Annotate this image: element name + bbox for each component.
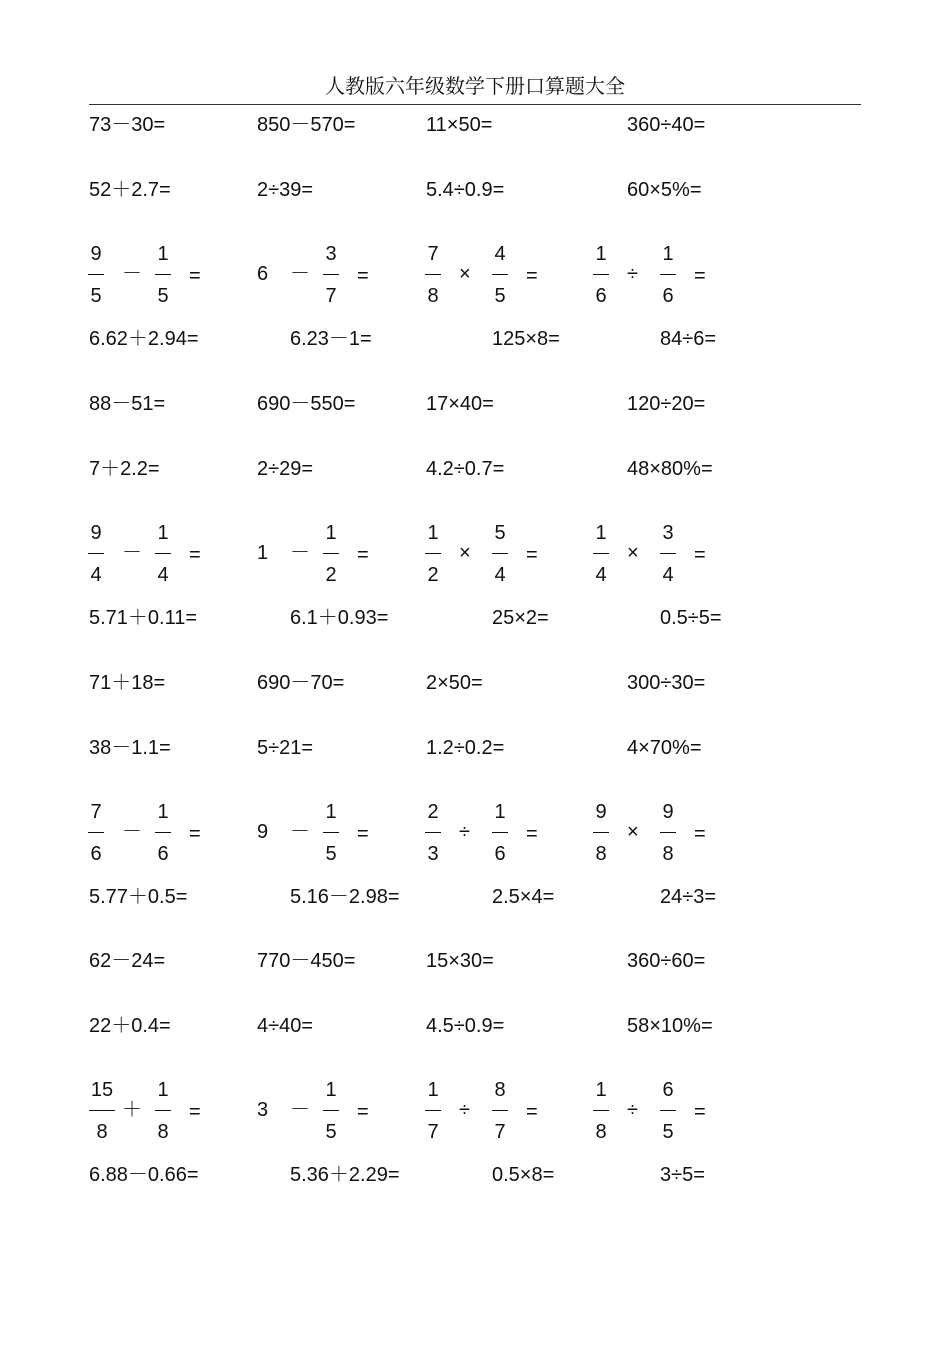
problem-item: 7＋2.2= bbox=[89, 458, 160, 480]
fraction bbox=[638, 521, 698, 587]
denominator: 5 bbox=[662, 1121, 674, 1143]
problem-item: 360÷40= bbox=[627, 114, 706, 136]
denominator: 4 bbox=[494, 564, 506, 586]
equals-sign: = bbox=[357, 544, 369, 566]
denominator: 8 bbox=[662, 843, 674, 865]
fraction bbox=[571, 521, 631, 587]
denominator: 8 bbox=[157, 1121, 169, 1143]
equals-sign: = bbox=[694, 265, 706, 287]
denominator: 6 bbox=[157, 843, 169, 865]
problem-item: 17×40= bbox=[426, 393, 494, 415]
fraction-bar bbox=[155, 832, 171, 833]
numerator: 1 bbox=[427, 522, 439, 544]
equals-sign: = bbox=[526, 823, 538, 845]
equals-sign: = bbox=[189, 1101, 201, 1123]
fraction-bar bbox=[323, 553, 339, 554]
problem-item: 6.62＋2.94= bbox=[89, 328, 199, 350]
problem-item: 5.36＋2.29= bbox=[290, 1164, 400, 1186]
denominator: 5 bbox=[494, 285, 506, 307]
numerator: 9 bbox=[595, 801, 607, 823]
numerator: 1 bbox=[325, 1079, 337, 1101]
problem-item: 88－51= bbox=[89, 393, 166, 415]
fraction bbox=[133, 800, 193, 866]
operator: － bbox=[290, 1099, 310, 1121]
fraction bbox=[133, 521, 193, 587]
numerator: 1 bbox=[157, 801, 169, 823]
numerator: 7 bbox=[427, 243, 439, 265]
fraction bbox=[403, 521, 463, 587]
problem-item: 4÷40= bbox=[257, 1015, 314, 1037]
equals-sign: = bbox=[526, 265, 538, 287]
problem-item: 5.71＋0.11= bbox=[89, 607, 198, 629]
problem-item: 0.5×8= bbox=[492, 1164, 555, 1186]
fraction bbox=[638, 1078, 698, 1144]
problem-item: 24÷3= bbox=[660, 886, 717, 908]
denominator: 4 bbox=[90, 564, 102, 586]
fraction-bar bbox=[492, 832, 508, 833]
fraction-bar bbox=[593, 553, 609, 554]
problem-item: 5.16－2.98= bbox=[290, 886, 400, 908]
numerator: 1 bbox=[325, 522, 337, 544]
problem-item: 48×80%= bbox=[627, 458, 713, 480]
fraction bbox=[133, 1078, 193, 1144]
operator: ÷ bbox=[459, 821, 470, 843]
problem-item: 6.23－1= bbox=[290, 328, 372, 350]
operator: × bbox=[627, 542, 639, 564]
problem-item: 690－70= bbox=[257, 672, 345, 694]
numerator: 1 bbox=[662, 243, 674, 265]
problem-item: 120÷20= bbox=[627, 393, 706, 415]
denominator: 6 bbox=[90, 843, 102, 865]
numerator: 15 bbox=[90, 1079, 114, 1101]
problem-item: 4×70%= bbox=[627, 737, 702, 759]
fraction-bar bbox=[660, 1110, 676, 1111]
numerator: 9 bbox=[90, 243, 102, 265]
problem-item: 11×50= bbox=[426, 114, 493, 136]
numerator: 1 bbox=[595, 1079, 607, 1101]
fraction bbox=[403, 242, 463, 308]
fraction bbox=[470, 242, 530, 308]
operator: － bbox=[122, 542, 142, 564]
operator: ÷ bbox=[627, 263, 638, 285]
problem-item: 300÷30= bbox=[627, 672, 706, 694]
denominator: 7 bbox=[427, 1121, 439, 1143]
equals-sign: = bbox=[526, 1101, 538, 1123]
fraction bbox=[571, 800, 631, 866]
equals-sign: = bbox=[189, 823, 201, 845]
fraction-bar bbox=[88, 832, 104, 833]
operator: × bbox=[459, 263, 471, 285]
whole-number: 6 bbox=[257, 263, 269, 285]
problem-item: 15×30= bbox=[426, 950, 494, 972]
denominator: 2 bbox=[325, 564, 337, 586]
numerator: 2 bbox=[427, 801, 439, 823]
fraction bbox=[301, 800, 361, 866]
equals-sign: = bbox=[694, 823, 706, 845]
problem-item: 5.77＋0.5= bbox=[89, 886, 188, 908]
fraction-bar bbox=[593, 1110, 609, 1111]
numerator: 1 bbox=[157, 522, 169, 544]
equals-sign: = bbox=[694, 544, 706, 566]
fraction-bar bbox=[425, 1110, 441, 1111]
problem-item: 6.1＋0.93= bbox=[290, 607, 389, 629]
fraction bbox=[301, 1078, 361, 1144]
fraction bbox=[66, 800, 126, 866]
problem-item: 52＋2.7= bbox=[89, 179, 171, 201]
numerator: 1 bbox=[595, 243, 607, 265]
denominator: 5 bbox=[90, 285, 102, 307]
problem-item: 25×2= bbox=[492, 607, 549, 629]
operator: ＋ bbox=[122, 1099, 142, 1121]
denominator: 7 bbox=[325, 285, 337, 307]
equals-sign: = bbox=[357, 265, 369, 287]
fraction-bar bbox=[155, 274, 171, 275]
whole-number: 1 bbox=[257, 542, 269, 564]
denominator: 7 bbox=[494, 1121, 506, 1143]
denominator: 4 bbox=[157, 564, 169, 586]
whole-number: 3 bbox=[257, 1099, 269, 1121]
problem-item: 62－24= bbox=[89, 950, 166, 972]
denominator: 2 bbox=[427, 564, 439, 586]
operator: － bbox=[290, 542, 310, 564]
fraction-bar bbox=[660, 553, 676, 554]
problem-item: 22＋0.4= bbox=[89, 1015, 171, 1037]
problem-item: 770－450= bbox=[257, 950, 356, 972]
problem-item: 4.5÷0.9= bbox=[426, 1015, 505, 1037]
numerator: 7 bbox=[90, 801, 102, 823]
numerator: 9 bbox=[662, 801, 674, 823]
denominator: 6 bbox=[662, 285, 674, 307]
problem-item: 2×50= bbox=[426, 672, 483, 694]
numerator: 1 bbox=[427, 1079, 439, 1101]
fraction bbox=[403, 1078, 463, 1144]
problem-item: 1.2÷0.2= bbox=[426, 737, 505, 759]
fraction-bar bbox=[425, 553, 441, 554]
problem-item: 125×8= bbox=[492, 328, 560, 350]
operator: － bbox=[290, 821, 310, 843]
fraction bbox=[301, 521, 361, 587]
fraction bbox=[301, 242, 361, 308]
page-title: 人教版六年级数学下册口算题大全 bbox=[325, 74, 625, 98]
fraction-bar bbox=[425, 832, 441, 833]
fraction-bar bbox=[323, 832, 339, 833]
operator: × bbox=[627, 821, 639, 843]
operator: ÷ bbox=[627, 1099, 638, 1121]
numerator: 1 bbox=[494, 801, 506, 823]
numerator: 9 bbox=[90, 522, 102, 544]
equals-sign: = bbox=[357, 1101, 369, 1123]
problem-item: 5÷21= bbox=[257, 737, 314, 759]
problem-item: 3÷5= bbox=[660, 1164, 705, 1186]
fraction bbox=[133, 242, 193, 308]
problem-item: 690－550= bbox=[257, 393, 356, 415]
fraction bbox=[403, 800, 463, 866]
problem-item: 58×10%= bbox=[627, 1015, 713, 1037]
denominator: 5 bbox=[325, 843, 337, 865]
fraction-bar bbox=[593, 832, 609, 833]
fraction-bar bbox=[155, 553, 171, 554]
denominator: 3 bbox=[427, 843, 439, 865]
problem-item: 84÷6= bbox=[660, 328, 717, 350]
operator: － bbox=[290, 263, 310, 285]
problem-item: 6.88－0.66= bbox=[89, 1164, 199, 1186]
denominator: 6 bbox=[595, 285, 607, 307]
equals-sign: = bbox=[189, 265, 201, 287]
equals-sign: = bbox=[357, 823, 369, 845]
problem-item: 73－30= bbox=[89, 114, 166, 136]
operator: － bbox=[122, 263, 142, 285]
fraction-bar bbox=[593, 274, 609, 275]
fraction-bar bbox=[492, 274, 508, 275]
numerator: 1 bbox=[325, 801, 337, 823]
problem-item: 850－570= bbox=[257, 114, 356, 136]
numerator: 3 bbox=[325, 243, 337, 265]
fraction-bar bbox=[323, 274, 339, 275]
fraction bbox=[571, 242, 631, 308]
fraction bbox=[470, 521, 530, 587]
problem-item: 5.4÷0.9= bbox=[426, 179, 505, 201]
denominator: 8 bbox=[595, 1121, 607, 1143]
header-rule bbox=[89, 104, 861, 105]
fraction bbox=[638, 800, 698, 866]
numerator: 4 bbox=[494, 243, 506, 265]
fraction-bar bbox=[88, 274, 104, 275]
fraction bbox=[66, 521, 126, 587]
fraction-bar bbox=[660, 832, 676, 833]
problem-item: 4.2÷0.7= bbox=[426, 458, 505, 480]
operator: × bbox=[459, 542, 471, 564]
problem-item: 0.5÷5= bbox=[660, 607, 722, 629]
fraction-bar bbox=[492, 553, 508, 554]
denominator: 4 bbox=[662, 564, 674, 586]
fraction-bar bbox=[660, 274, 676, 275]
fraction bbox=[66, 242, 126, 308]
operator: － bbox=[122, 821, 142, 843]
denominator: 8 bbox=[595, 843, 607, 865]
numerator: 3 bbox=[662, 522, 674, 544]
fraction-bar bbox=[323, 1110, 339, 1111]
problem-item: 360÷60= bbox=[627, 950, 706, 972]
problem-item: 2÷39= bbox=[257, 179, 314, 201]
equals-sign: = bbox=[526, 544, 538, 566]
numerator: 1 bbox=[595, 522, 607, 544]
fraction bbox=[470, 1078, 530, 1144]
denominator: 5 bbox=[325, 1121, 337, 1143]
denominator: 5 bbox=[157, 285, 169, 307]
denominator: 8 bbox=[427, 285, 439, 307]
fraction-bar bbox=[492, 1110, 508, 1111]
numerator: 8 bbox=[494, 1079, 506, 1101]
equals-sign: = bbox=[189, 544, 201, 566]
denominator: 6 bbox=[494, 843, 506, 865]
fraction bbox=[638, 242, 698, 308]
fraction bbox=[571, 1078, 631, 1144]
numerator: 5 bbox=[494, 522, 506, 544]
problem-item: 71＋18= bbox=[89, 672, 166, 694]
fraction-bar bbox=[89, 1110, 115, 1111]
fraction-bar bbox=[155, 1110, 171, 1111]
whole-number: 9 bbox=[257, 821, 269, 843]
denominator: 8 bbox=[96, 1121, 108, 1143]
fraction-bar bbox=[88, 553, 104, 554]
problem-item: 2÷29= bbox=[257, 458, 314, 480]
problem-item: 2.5×4= bbox=[492, 886, 555, 908]
numerator: 6 bbox=[662, 1079, 674, 1101]
numerator: 1 bbox=[157, 243, 169, 265]
operator: ÷ bbox=[459, 1099, 470, 1121]
fraction-bar bbox=[425, 274, 441, 275]
numerator: 1 bbox=[157, 1079, 169, 1101]
problem-item: 38－1.1= bbox=[89, 737, 171, 759]
equals-sign: = bbox=[694, 1101, 706, 1123]
problem-item: 60×5%= bbox=[627, 179, 702, 201]
denominator: 4 bbox=[595, 564, 607, 586]
fraction bbox=[470, 800, 530, 866]
